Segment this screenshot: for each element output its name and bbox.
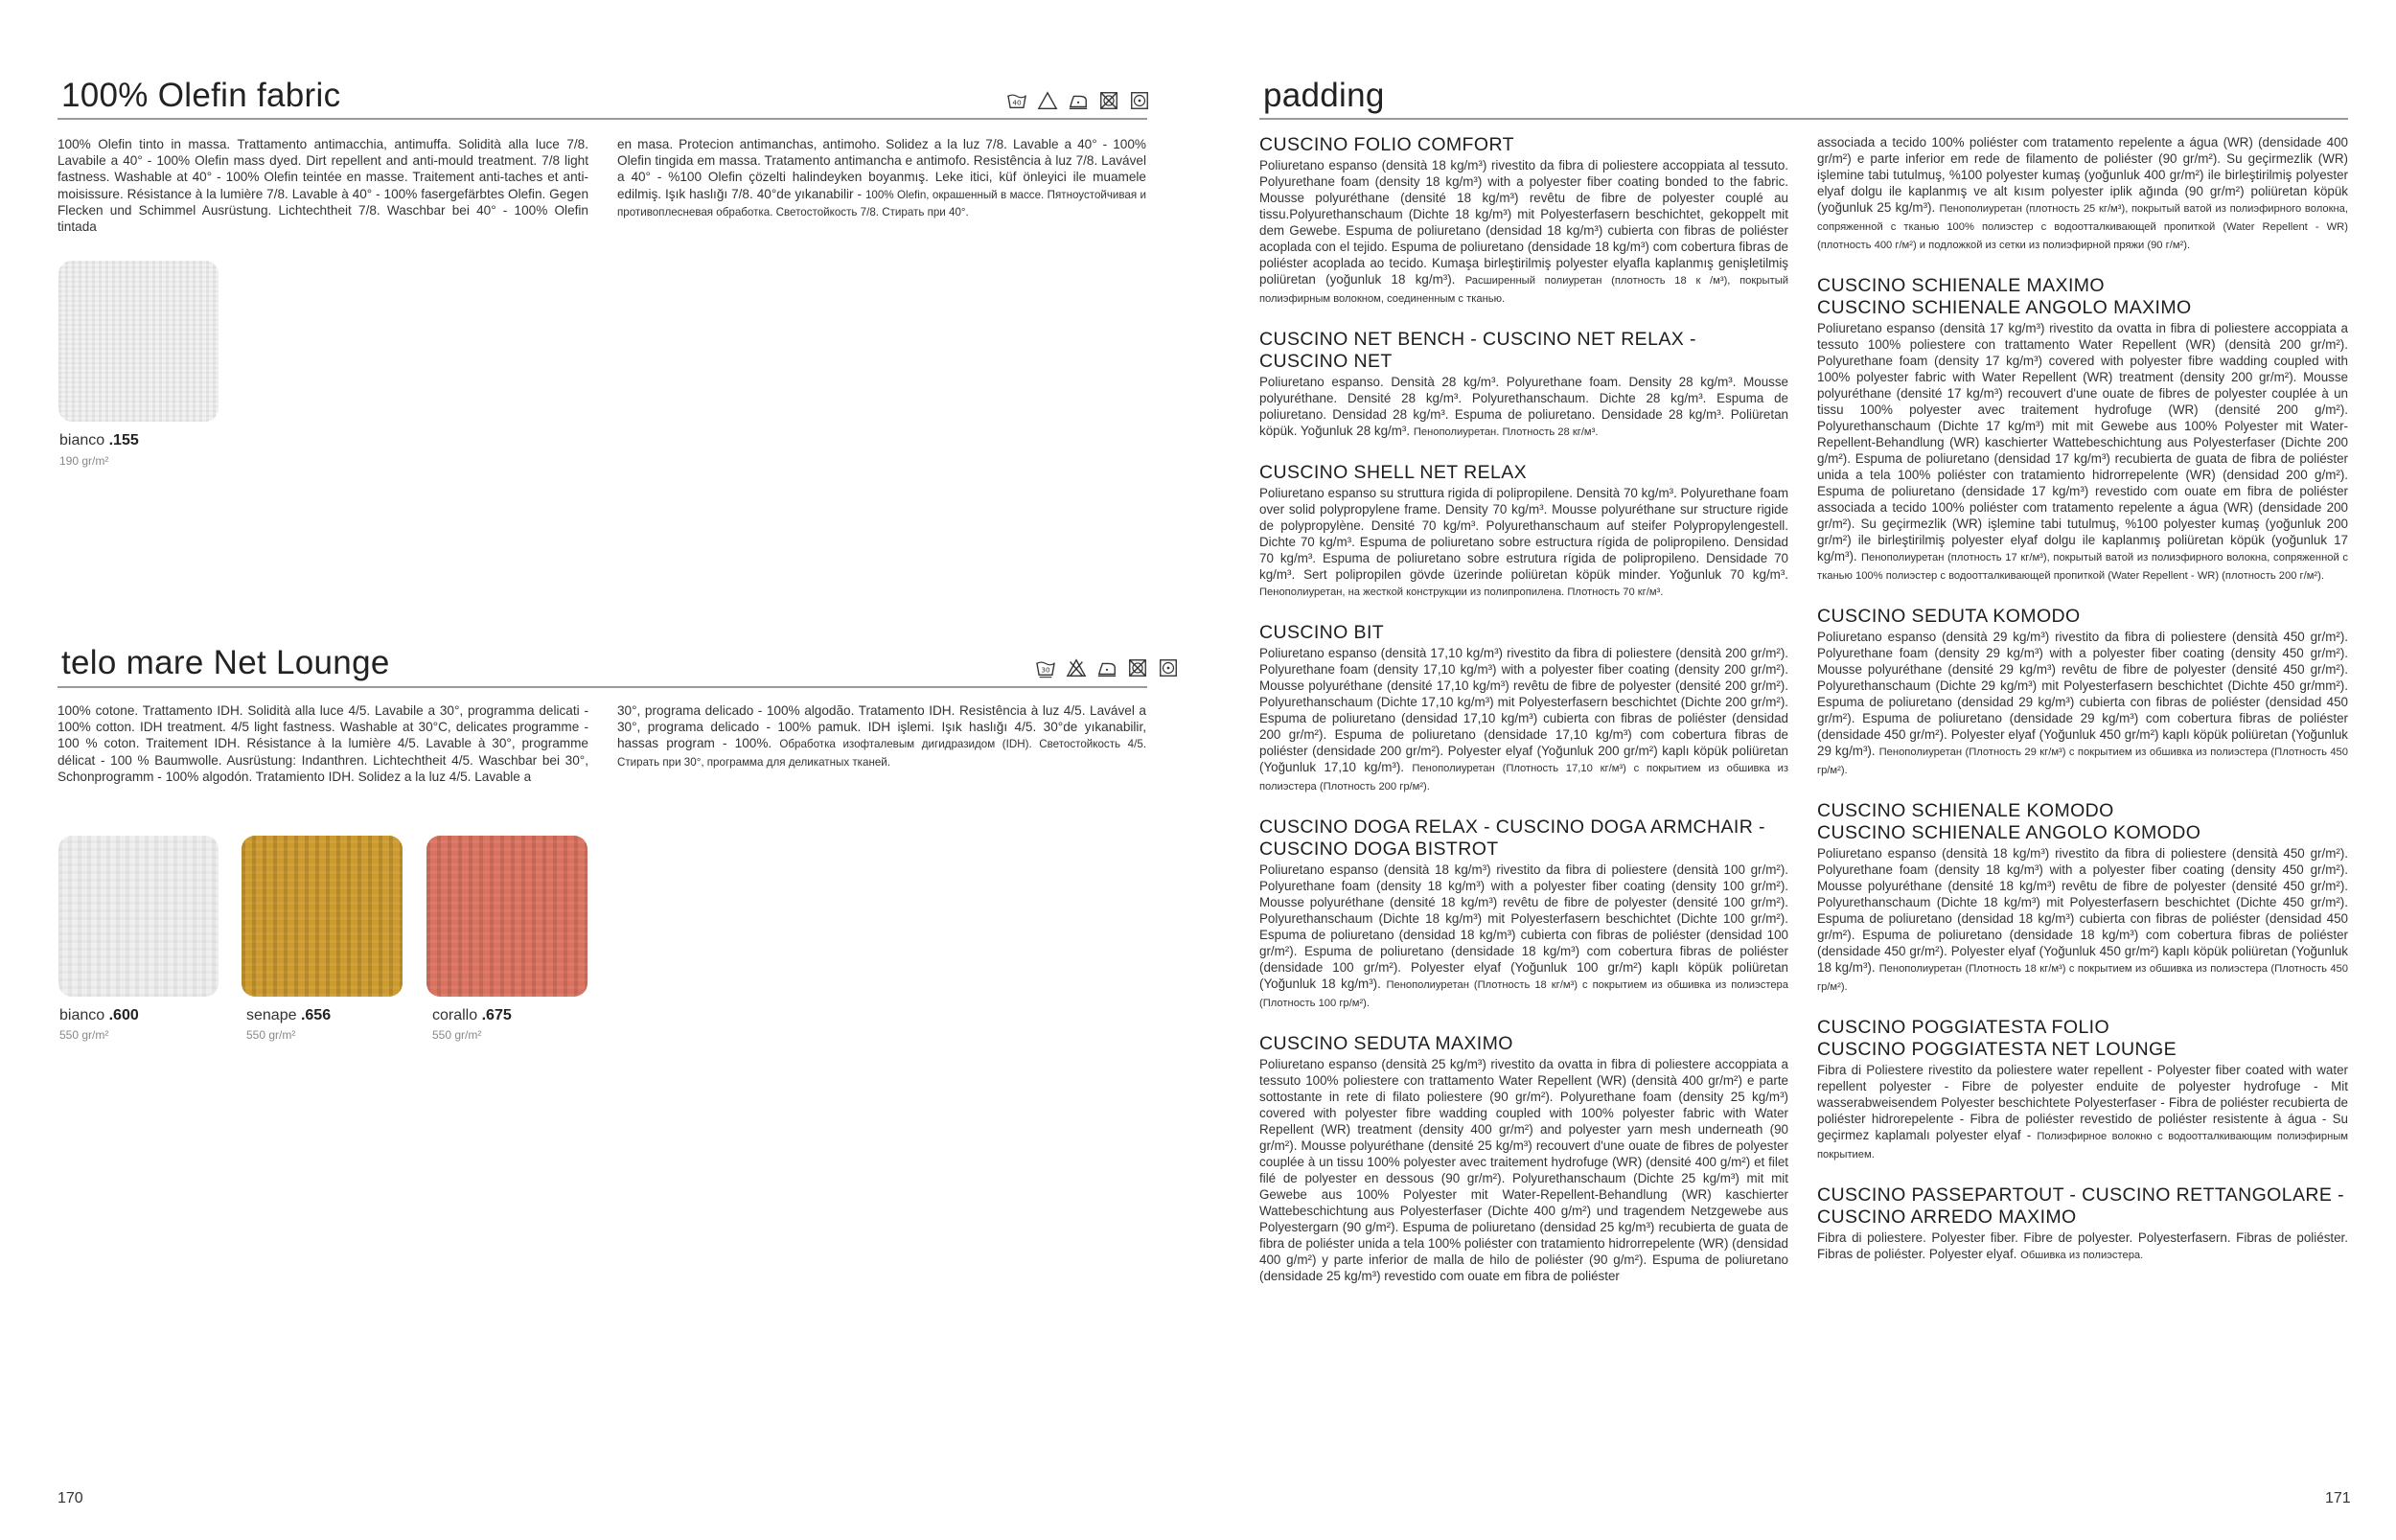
product-seduta-komodo bbox=[1817, 606, 2348, 779]
iron-icon bbox=[1096, 657, 1117, 678]
swatch-code: .675 bbox=[481, 1007, 512, 1023]
product-description: associada a tecido 100% poliéster com tratamento repelente a água (WR) (densidade 400 gr/m²) e parte inferior em rede de filamento de poliéster (90 gr/m²). Su geçirmezlik (WR) işlemine tabi tutulmuş, %100 polyester kumaş (yoğunluk 400 gr/m²) ile birleştirilmiş polyester elyaf dolgu ile kaplanmış ve alt kısım polyester iplik ağında (90 gr/m²) poliüretan köpük (yoğunluk 25 kg/m³). Пенополиуретан (плотность 25 кг/м³), покрытый ватой из полиэфирного волокна, сопряженной с тканью 100% полиэстер с водоотталкивающей пропиткой (Water Repellent - WR) (плотность 400 г/м²) и подложкой из сетки из полиэфирной пряжи (90 г/м²). bbox=[1817, 135, 2348, 251]
no-bleach-icon bbox=[1066, 657, 1087, 678]
product-seduta-maximo bbox=[1259, 1033, 1788, 1284]
svg-text:40: 40 bbox=[1012, 98, 1022, 107]
swatch-corallo-675 bbox=[426, 836, 587, 997]
product-title: CUSCINO SEDUTA KOMODO bbox=[1817, 606, 2081, 627]
product-bit bbox=[1259, 622, 1788, 795]
product-description: Fibra di poliestere. Polyester fiber. Fibre de polyester. Polyesterfasern. Fibras de poliéster. Fibras de poliéster. Polyester elyaf. Обшивка из полиэстера. bbox=[1817, 1230, 2348, 1261]
swatch-label-corallo-675 bbox=[432, 1007, 512, 1024]
product-title: CUSCINO BIT bbox=[1259, 622, 1385, 643]
swatch-name: senape bbox=[246, 1007, 297, 1023]
olefin-text-col1: 100% Olefin tinto in massa. Trattamento antimacchia, antimuffa. Solidità alla luce 7/8. Lavabile a 40° - 100% Olefin mass dyed. Dirt repellent and anti-mould treatment. 7/8 light fastness. Washable at 40° - 100% Olefin teintée en masse. Traitement anti-taches et anti-moisissure. Résistance à la lumière 7/8. Lavable à 40° - 100% fasergefärbtes Olefin. Gegen Flecken und Schimmel Ausrüstung. Lichtechtheit 7/8. Waschbar bei 40° - 100% Olefin tintada bbox=[58, 137, 588, 235]
no-dryclean-icon bbox=[1098, 90, 1119, 111]
product-title: CUSCINO PASSEPARTOUT - CUSCINO RETTANGOLARE - CUSCINO ARREDO MAXIMO bbox=[1817, 1184, 2344, 1228]
swatch-weight-bianco-600: 550 gr/m² bbox=[59, 1028, 109, 1042]
product-shell-net-relax bbox=[1259, 462, 1788, 601]
product-schienale-komodo bbox=[1817, 800, 2348, 996]
product-poggiatesta bbox=[1817, 1017, 2348, 1163]
product-seduta-maximo-cont bbox=[1817, 134, 2348, 254]
tumble-dry-icon bbox=[1158, 657, 1179, 678]
swatch-code: .600 bbox=[108, 1007, 139, 1023]
swatch-bianco-600 bbox=[58, 836, 219, 997]
product-description: Poliuretano espanso. Densità 28 kg/m³. Polyurethane foam. Density 28 kg/m³. Mousse polyuréthane. Densité 28 kg/m³. Polyurethanschaum. Dichte 28 kg/m³. Espuma de poliuretano. Densidad 28 kg/m³. Espuma de poliuretano. Densidade 28 kg/m³. Poliüretan köpük. Yoğunluk 28 kg/m³. Пенополиуретан. Плотность 28 кг/м³. bbox=[1259, 375, 1788, 438]
swatch-label-senape-656 bbox=[246, 1007, 331, 1024]
product-description: Poliuretano espanso (densità 18 kg/m³) rivestito da fibra di poliestere accoppiata al tessuto. Polyurethane foam (density 18 kg/m³) with a polyester fiber coating bonded to the fabric. Mousse polyuréthane (densité 18 kg/m³) revêtu de fibre de polyester couplé au tissu.Polyurethanschaum (Dichte 18 kg/m³) mit Polyesterfasern beschichtet, gekoppelt mit dem Gewebe. Espuma de poliuretano (densidad 18 kg/m³) cubierta con fibras de poliéster acoplada con el tejido. Espuma de poliuretano (densidade 18 kg/m³) com cobertura fibras de poliéster acoplada ao tecido. Kumaşa birleştirilmiş polyester elyafla kaplanmış genişletilmiş poliüretan (yoğunluk 18 kg/m³). Расширенный полиуретан (плотность 18 к /м³), покрытый полиэфирным волокном, соединенным с тканью. bbox=[1259, 158, 1788, 305]
product-title: CUSCINO FOLIO COMFORT bbox=[1259, 134, 1514, 155]
swatch-code: .656 bbox=[300, 1007, 332, 1023]
page-number-right: 171 bbox=[2325, 1490, 2351, 1506]
swatch-name: bianco bbox=[59, 1007, 105, 1023]
iron-icon bbox=[1068, 90, 1089, 111]
product-title: CUSCINO SCHIENALE KOMODO CUSCINO SCHIENALE ANGOLO KOMODO bbox=[1817, 800, 2201, 843]
telo-care-icons bbox=[1035, 657, 1179, 678]
product-doga bbox=[1259, 816, 1788, 1012]
telo-text-col2-main: 30°, programa delicado - 100% algodão. Tratamento IDH. Resistência à luz 4/5. Lavável a 30°, programa delicado - 100% pamuk. IDH işlemi. Işık haslığı 4/5. 30°de yıkanabilir, hassas program - 100%. bbox=[617, 703, 1146, 751]
olefin-care-icons bbox=[1006, 90, 1150, 111]
swatch-name: corallo bbox=[432, 1007, 478, 1023]
no-dryclean-icon bbox=[1127, 657, 1148, 678]
telo-rule bbox=[58, 686, 1147, 688]
product-description: Poliuretano espanso (densità 17,10 kg/m³) rivestito da fibra di poliestere (densità 200 gr/m²). Polyurethane foam (density 17,10 kg/m³) with a polyester fiber coating (density 200 gr/m²). Mousse polyuréthane (densité 17,10 kg/m³) revêtu de fibre de polyester (densité 200 gr/m²). Polyurethanschaum (Dichte 17,10 kg/m³) mit Polyesterfasern beschichtet (Dichte 200 gr/m²). Espuma de poliuretano (densidad 17,10 kg/m³) cubierta con fibras de poliéster (densidad 200 gr/m²). Espuma de poliuretano (densidade 17,10 kg/m³) com cobertura fibras de poliéster (densidade 200 gr/m²). Polyester elyaf (Yoğunluk 200 gr/m²) kaplı köpük poliüretan (Yoğunluk 17,10 kg/m³). Пенополиуретан (Плотность 17,10 кг/м³) с покрытием из обшивка из полиэстера (Плотность 200 гр/м²). bbox=[1259, 646, 1788, 793]
product-title: CUSCINO SHELL NET RELAX bbox=[1259, 462, 1528, 483]
swatch-label-bianco-600 bbox=[59, 1007, 139, 1024]
olefin-text-col2-main: en masa. Protecion antimanchas, antimoho. Solidez a la luz 7/8. Lavable a 40° - 100% Olefin tingida em massa. Tratamento antimancha e antimofo. Resistência à luz 7/8. Lavável a 40° - %100 Olefin çözelti halindeyken boyanmış. Leke itici, küf önleyici ile muamele edilmiş. Işık haslığı 7/8. 40°de yıkanabilir - bbox=[617, 137, 1146, 201]
product-schienale-maximo bbox=[1817, 275, 2348, 585]
swatch-label-bianco-155 bbox=[59, 432, 139, 449]
telo-title: telo mare Net Lounge bbox=[61, 644, 390, 681]
swatch-name: bianco bbox=[59, 432, 105, 448]
tumble-dry-icon bbox=[1129, 90, 1150, 111]
product-description: Fibra di Poliestere rivestito da poliestere water repellent - Polyester fiber coated with water repellent polyester - Fibre de polyester enduite de polyester hydrofuge - Mit wasserabweisendem Polyester beschichtete Polyesterfaser - Fibra de poliéster recubierta de poliéster hidrorepelente - Fibra de poliéster revestido de poliéster resistente à água - Su geçirmez kaplamalı polyester elyaf - Полиэфирное волокно с водоотталкивающим полиэфирным покрытием. bbox=[1817, 1063, 2348, 1161]
olefin-rule bbox=[58, 118, 1147, 120]
product-description: Poliuretano espanso (densità 18 kg/m³) rivestito da fibra di poliestere (densità 450 gr/m²). Polyurethane foam (density 18 kg/m³) with a polyester fiber coating (density 450 gr/m²). Mousse polyuréthane (densité 18 kg/m³) revêtu de fibre de polyester (densité 450 gr/m²). Polyurethanschaum (Dichte 18 kg/m³) mit Polyesterfasern beschichtet (Dichte 450 gr/m²). Espuma de poliuretano (densidad 18 kg/m³) cubierta con fibras de poliéster (densidad 450 gr/m²). Espuma de poliuretano (densidade 18 kg/m³) com cobertura fibras de poliéster (densidade 450 gr/m²). Polyester elyaf (Yoğunluk 450 gr/m²) kaplı köpük poliüretan (Yoğunluk 18 kg/m³). Пенополиуретан (Плотность 18 кг/м³) с покрытием из обшивка из полиэстера (Плотность 450 гр/м²). bbox=[1817, 846, 2348, 993]
telo-text-col2-small: Обработка изофталевым дигидразидом (IDH). Светостойкость 4/5. Стирать при 30°, программа для деликатных тканей. bbox=[617, 738, 1147, 769]
swatch-weight-senape-656: 550 gr/m² bbox=[246, 1028, 296, 1042]
product-title: CUSCINO SCHIENALE MAXIMO CUSCINO SCHIENALE ANGOLO MAXIMO bbox=[1817, 275, 2192, 318]
padding-column-1 bbox=[1259, 134, 1788, 1305]
swatch-senape-656 bbox=[242, 836, 403, 997]
product-passepartout bbox=[1817, 1184, 2348, 1264]
product-title: CUSCINO POGGIATESTA FOLIO CUSCINO POGGIATESTA NET LOUNGE bbox=[1817, 1017, 2177, 1060]
telo-text-col1: 100% cotone. Trattamento IDH. Solidità alla luce 4/5. Lavabile a 30°, programma delicati - 100% cotton. IDH treatment. 4/5 light fastness. Washable at 30°C, delicates programme - 100 % coton. Traitement IDH. Résistance à la lumière 4/5. Lavable à 30°, programme délicat - 100 % Baumwolle. Ausrüstung: Indanthren. Lichtechtheit 4/5. Waschbar bei 30°, Schonprogramm - 100% algodón. Tratamiento IDH. Solidez a la luz 4/5. Lavable a bbox=[58, 703, 588, 784]
product-description: Poliuretano espanso su struttura rigida di polipropilene. Densità 70 kg/m³. Polyurethane foam over solid polypropylene frame. Density 70 kg/m³. Mousse polyuréthane sur structure rigide de polypropylène. Densité 70 kg/m³. Polyurethanschaum auf steifer Polypropylengestell. Dichte 70 kg/m³. Espuma de poliuretano sobre estructura rígida de polipropileno. Densidad 70 kg/m³. Espuma de poliuretano sobre estrutura rígida de polipropileno. Densidade 70 kg/m³. Sert polipropilen gövde üzerinde poliüretan köpük minder. Yoğunluk 70 kg/m³. Пенополиуретан, на жесткой конструкции из полипропилена. Плотность 70 кг/м³. bbox=[1259, 486, 1788, 598]
olefin-title: 100% Olefin fabric bbox=[61, 77, 341, 114]
product-description: Poliuretano espanso (densità 25 kg/m³) rivestito da ovatta in fibra di poliestere accoppiata a tessuto 100% poliestere con trattamento Water Repellent (WR) (densità 400 gr/m²) e parte sottostante in rete di filato poliestere (90 gr/m²). Polyurethane foam (density 25 kg/m³) covered with polyester fibre wadding coupled with 100% polyester fabric with Water Repellent (WR) treatment (density 400 gr/m²) and polyester yarn mesh underneath (90 gr/m²). Mousse polyuréthane (densité 25 kg/m³) recouvert d'une ouate de fibres de polyester couplée à un tissu 100% polyester avec traitement hydrofuge (WR) (densité 400 g/m²) et filet filé de polyester en dessous (90 gr/m²). Polyurethanschaum (Dichte 25 kg/m³) mit mit Gewebe aus 100% Polyester mit Water-Repellent-Behandlung (WR) kaschierter Wattebeschichtung aus Polyesterfaser (Dichte 400 g/m²) und tragendem Netzgewebe aus Polyestergarn (90 g/m²). Espuma de poliuretano (densidad 25 kg/m³) recubierta de guata de fibra de poliéster unida a tela 100% poliéster con tratamiento hidrorrepelente (WR) (densidad 400 g/m²) y parte inferior de malla de hilo de poliéster (90 g/m²). Espuma de poliuretano (densidade 25 kg/m³) revestido com ouate em fibra de poliéster bbox=[1259, 1057, 1788, 1283]
telo-text-col2 bbox=[617, 702, 1146, 770]
swatch-weight-corallo-675: 550 gr/m² bbox=[432, 1028, 482, 1042]
bleach-triangle-icon bbox=[1037, 90, 1058, 111]
padding-title: padding bbox=[1263, 77, 1385, 114]
swatch-bianco-155 bbox=[58, 261, 219, 422]
product-description: Poliuretano espanso (densità 29 kg/m³) rivestito da fibra di poliestere (densità 450 gr/m²). Polyurethane foam (density 29 kg/m³) with a polyester fiber coating (density 450 gr/m²). Mousse polyuréthane (densité 29 kg/m³) revêtu de fibre de polyester (densité 450 gr/m²). Polyurethanschaum (Dichte 29 kg/m³) mit Polyesterfasern beschichtet (Dichte 450 gr/mm²). Espuma de poliuretano (densidad 29 kg/m³) cubierta con fibras de poliéster (densidad 450 gr/m²). Espuma de poliuretano (densidade 29 kg/m³) com cobertura fibras de poliéster (densidade 450 gr/m²). Polyester elyaf (Yoğunluk 450 gr/m²) kaplı köpük poliüretan (Yoğunluk 29 kg/m³). Пенополиуретан (Плотность 29 кг/м³) с покрытием из обшивка из полиэстера (Плотность 450 гр/м²). bbox=[1817, 630, 2348, 776]
swatch-code: .155 bbox=[108, 432, 139, 448]
product-title: CUSCINO NET BENCH - CUSCINO NET RELAX - CUSCINO NET bbox=[1259, 329, 1696, 372]
padding-rule bbox=[1259, 118, 2348, 120]
page-number-left: 170 bbox=[58, 1490, 83, 1506]
svg-text:30: 30 bbox=[1041, 665, 1050, 675]
product-description: Poliuretano espanso (densità 18 kg/m³) rivestito da fibra di poliestere (densità 100 gr/m²). Polyurethane foam (density 18 kg/m³) with a polyester fiber coating (density 100 gr/m²). Mousse polyuréthane (densité 18 kg/m³) revêtu de fibre de polyester (densité 100 gr/m²). Polyurethanschaum (Dichte 18 kg/m³) mit Polyesterfasern beschichtet (Dichte 100 gr/m²). Espuma de poliuretano (densidad 18 kg/m³) cubierta con fibras de poliéster (densidad 100 gr/m²). Espuma de poliuretano (densidade 18 kg/m³) com cobertura fibras de poliéster (densidade 100 gr/m²). Polyester elyaf (Yoğunluk 100 gr/m²) kaplı köpük poliüretan (Yoğunluk 18 kg/m³). Пенополиуретан (Плотность 18 кг/м³) с покрытием из обшивка из полиэстера (Плотность 100 гр/м²). bbox=[1259, 862, 1788, 1009]
product-title: CUSCINO DOGA RELAX - CUSCINO DOGA ARMCHAIR - CUSCINO DOGA BISTROT bbox=[1259, 816, 1765, 860]
product-title: CUSCINO SEDUTA MAXIMO bbox=[1259, 1033, 1513, 1054]
olefin-text-col2-small: 100% Olefin, окрашенный в массе. Пятноустойчивая и противоплесневая обработка. Светостойкость 7/8. Стирать при 40°. bbox=[617, 188, 1146, 218]
wash-30-icon bbox=[1035, 657, 1056, 678]
product-description: Poliuretano espanso (densità 17 kg/m³) rivestito da ovatta in fibra di poliestere accoppiata a tessuto 100% poliestere con trattamento Water Repellent (WR) (densità 200 gr/m²). Polyurethane foam (density 17 kg/m³) covered with polyester fibre wadding coupled with 100% polyester fabric with Water Repellent (WR) treatment (density 200 gr/m²). Mousse polyuréthane (densité 17 kg/m³) recouvert d'une ouate de fibres de polyester couplée à un tissu 100% polyester avec traitement hydrofuge (WR) (densité 200 g/m²). Polyurethanschaum (Dichte 17 kg/m³) mit mit Gewebe aus 100% Polyester mit Water-Repellent-Behandlung (WR) kaschierter Wattebeschichtung aus Polyesterfaser (Dichte 200 g/m²). Espuma de poliuretano (densidad 17 kg/m³) recubierta de guata de fibra de poliéster unida a tela 100% poliéster con tratamiento hidrorrepelente (WR) (densidad 200 g/m²). Espuma de poliuretano (densidade 17 kg/m³) revestido com ouate em fibra de poliéster associada a tecido 100% poliéster com tratamento repelente a água (WR) (densidade 200 gr/m²). Su geçirmezlik (WR) işlemine tabi tutulmuş, %100 polyester kumaş (yoğunluk 200 gr/m²) ile birleştirilmiş polyester elyaf dolgu ile kaplanmış poliüretan köpük (yoğunluk 17 kg/m³). Пенополиуретан (плотность 17 кг/м³), покрытый ватой из полиэфирного волокна, сопряженной с тканью 100% полиэстер с водоотталкивающей пропиткой (Water Repellent - WR) (плотность 200 г/м²). bbox=[1817, 321, 2348, 582]
wash-40-icon bbox=[1006, 90, 1027, 111]
olefin-text-col2 bbox=[617, 136, 1146, 220]
swatch-weight-bianco-155: 190 gr/m² bbox=[59, 454, 109, 468]
product-folio-comfort bbox=[1259, 134, 1788, 308]
padding-column-2 bbox=[1817, 134, 2348, 1285]
product-net-bench bbox=[1259, 329, 1788, 441]
